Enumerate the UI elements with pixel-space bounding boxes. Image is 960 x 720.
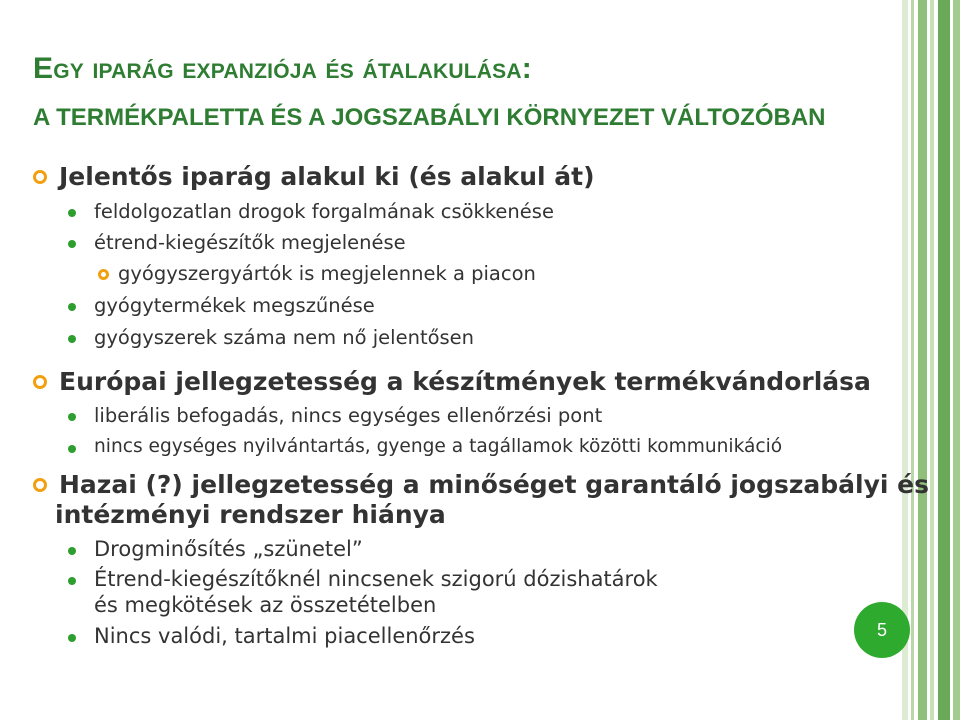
ring-bullet-icon <box>33 170 47 184</box>
ring-bullet-icon <box>33 478 47 492</box>
decorative-stripes <box>902 0 960 720</box>
slide: Egy iparág expanziója és átalakulása: A TERMÉKPALETTA ÉS A JOGSZABÁLYI KÖRNYEZET VÁLTOZÓBAN Jelentős iparág alakul ki (és alakul át) feldolgozatlan drogok forgalmának csökkenése étrend-kiegészítők megjelenése gyógyszergyártók is megjelennek a piacon gyógytermékek megszűnése gyógyszerek száma nem nő jelentősen Európai jellegzetesség a készítmények termékvándorlása liberális befogadás, nincs egységes ellenőrzési pont nincs egységes nyilvántartás, gyenge a tagállamok közötti kommunikáció Hazai (?) jellegzetesség a minőséget garantáló jogszabályi és intézményi rendszer hiánya Drogminősítés „szünetel” Étrend-kiegészítőknél nincsenek szigorú dózishatárok és megkötések az összetételben Nincs valódi, tartalmi piacellenőrzés 5 <box>0 0 960 720</box>
dot-bullet-icon <box>68 303 76 311</box>
page-number-badge: 5 <box>854 602 910 658</box>
dot-bullet-icon <box>68 445 76 453</box>
dot-bullet-icon <box>68 577 76 585</box>
slide-subtitle: A TERMÉKPALETTA ÉS A JOGSZABÁLYI KÖRNYEZET VÁLTOZÓBAN <box>33 104 826 131</box>
dot-bullet-icon <box>68 335 76 343</box>
dot-bullet-icon <box>68 209 76 217</box>
dot-bullet-icon <box>68 634 76 642</box>
dot-bullet-icon <box>68 547 76 555</box>
slide-title: Egy iparág expanziója és átalakulása: <box>33 52 532 85</box>
ring-bullet-icon <box>98 269 109 280</box>
dot-bullet-icon <box>68 240 76 248</box>
dot-bullet-icon <box>68 413 76 421</box>
ring-bullet-icon <box>33 375 47 389</box>
